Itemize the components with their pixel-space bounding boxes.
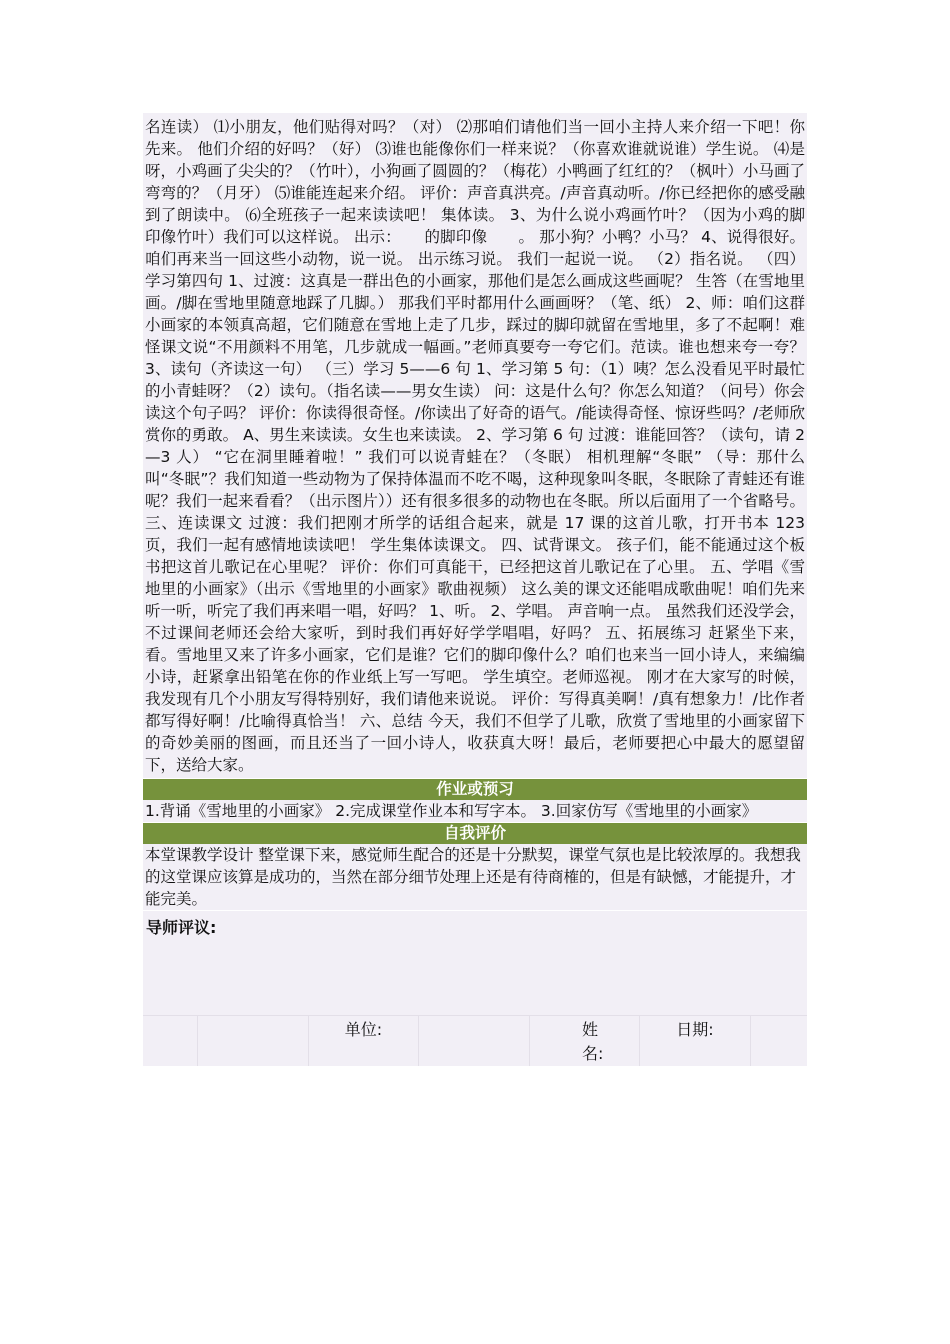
homework-heading: 作业或预习: [143, 778, 807, 800]
signature-cell-blank: [198, 1016, 309, 1066]
self-eval-content: 本堂课教学设计 整堂课下来，感觉师生配合的还是十分默契，课堂气氛也是比较浓厚的。我想我的这堂课应该算是成功的，当然在部分细节处理上还是有待商榷的，但是有缺憾，才能提升，才能完美。: [143, 844, 807, 910]
signature-row: [143, 1015, 807, 1066]
unit-label: 单位:: [344, 1020, 383, 1039]
unit-label-cell: [309, 1016, 419, 1066]
date-value-cell: [751, 1016, 807, 1066]
name-label-cell: [530, 1016, 640, 1066]
name-label: 姓名:: [582, 1020, 604, 1063]
date-label: 日期:: [676, 1020, 714, 1039]
signature-cell-blank: [143, 1016, 198, 1066]
date-label-cell: [640, 1016, 751, 1066]
homework-content: 1.背诵《雪地里的小画家》 2.完成课堂作业本和写字本。 3.回家仿写《雪地里的小画家》: [143, 800, 807, 822]
unit-value-cell: [419, 1016, 530, 1066]
lesson-text: 名连读） ⑴小朋友，他们贴得对吗？（对） ⑵那咱们请他们当一回小主持人来介绍一下吧！你先来。 他们介绍的好吗？（好） ⑶谁也能像你们一样来说？（你喜欢谁就说谁）学生说。 ⑷是呀，小鸡画了尖尖的？（竹叶），小狗画了圆圆的？（梅花）小鸭画了红红的？（枫叶）小马画了弯弯的？（月牙） ⑸谁能连起来介绍。 评价：声音真洪亮。/声音真动听。/你已经把你的感受融到了朗读中。 ⑹全班孩子一起来读读吧！ 集体读。 3、为什么说小鸡画竹叶？（因为小鸡的脚印像竹叶）我们可以这样说。 出示： 的脚印像 。 那小狗？小鸭？小马？ 4、说得很好。咱们再来当一回这些小动物，说一说。 出示练习说。 我们一起说一说。 （2）指名说。 （四）学习第四句 1、过渡：这真是一群出色的小画家，那他们是怎么画成这些画呢？ 生答（在雪地里画。/脚在雪地里随意地踩了几脚。） 那我们平时都用什么画画呀？（笔、纸） 2、师：咱们这群小画家的本领真高超，它们随意在雪地上走了几步，踩过的脚印就留在雪地里，多了不起啊！难怪课文说“不用颜料不用笔，几步就成一幅画。”老师真要夸一夸它们。范读。谁也想来夸一夸？ 3、读句（齐读这一句） （三）学习 5——6 句 1、学习第 5 句：（1）咦？怎么没看见平时最忙的小青蛙呀？（2）读句。（指名读——男女生读） 问：这是什么句？你怎么知道？（问号）你会读这个句子吗？ 评价：你读得很奇怪。/你读出了好奇的语气。/能读得奇怪、惊讶些吗？/老师欣赏你的勇敢。 A、男生来读读。女生也来读读。 2、学习第 6 句 过渡：谁能回答？（读句，请 2—3 人） “它在洞里睡着啦！” 我们可以说青蛙在？（冬眠） 相机理解“冬眠” （导：那什么叫“冬眠”？我们知道一些动物为了保持体温而不吃不喝，这种现象叫冬眠，冬眠除了青蛙还有谁呢？我们一起来看看？（出示图片））还有很多很多的动物也在冬眠。所以后面用了一个省略号。 三、连读课文 过渡：我们把刚才所学的话组合起来，就是 17 课的这首儿歌，打开书本 123 页，我们一起有感情地读读吧！ 学生集体读课文。 四、试背课文。 孩子们，能不能通过这个板书把这首儿歌记在心里呢？ 评价：你们可真能干，已经把这首儿歌记在了心里。 五、学唱《雪地里的小画家》（出示《雪地里的小画家》歌曲视频） 这么美的课文还能唱成歌曲呢！咱们先来听一听，听完了我们再来唱一唱，好吗？ 1、听。 2、学唱。 声音响一点。 虽然我们还没学会，不过课间老师还会给大家听，到时我们再好好学学唱唱，好吗？ 五、拓展练习 赶紧坐下来，看。雪地里又来了许多小画家，它们是谁？它们的脚印像什么？咱们也来当一回小诗人，来编编小诗，赶紧拿出铅笔在你的作业纸上写一写吧。 学生填空。老师巡视。 刚才在大家写的时候，我发现有几个小朋友写得特别好，我们请他来说说。 评价：写得真美啊！/真有想象力！/比作者都写得好啊！/比喻得真恰当！ 六、总结 今天，我们不但学了儿歌，欣赏了雪地里的小画家留下的奇妙美丽的图画，而且还当了一回小诗人，收获真大呀！最后，老师要把心中最大的愿望留下，送给大家。: [145, 118, 805, 774]
mentor-comment-label: 导师评议:: [146, 918, 217, 937]
lesson-plan-sheet: [143, 113, 807, 1066]
self-eval-heading: 自我评价: [143, 822, 807, 844]
mentor-comment-box: [143, 910, 807, 1015]
lesson-body: [143, 113, 807, 778]
